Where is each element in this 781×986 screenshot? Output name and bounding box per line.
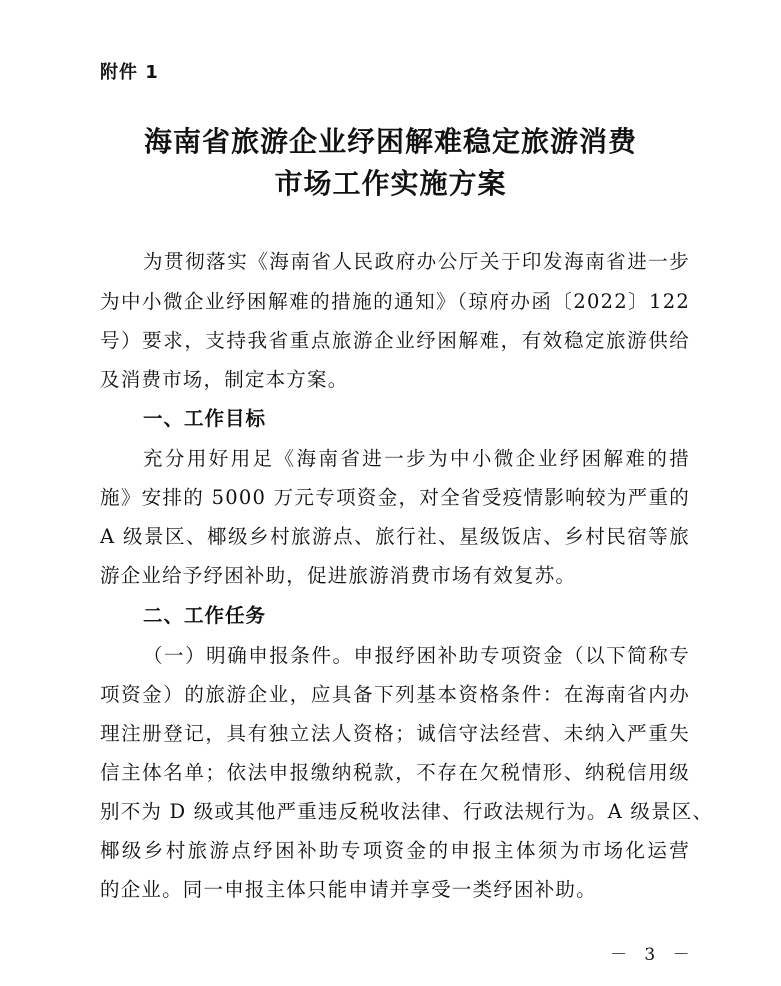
section1-line-3: A 级景区、椰级乡村旅游点、旅行社、星级饭店、乡村民宿等旅: [100, 525, 690, 548]
intro-line-4: 及消费市场，制定本方案。: [100, 368, 349, 391]
section-heading-tasks: 二、工作任务: [143, 604, 267, 627]
section2-line-7: 的企业。同一申报主体只能申请并享受一类纾困补助。: [100, 878, 597, 901]
section1-line-4: 游企业给予纾困补助，促进旅游消费市场有效复苏。: [100, 564, 577, 587]
section-heading-goals: 一、工作目标: [143, 407, 267, 430]
section2-line-5: 别不为 D 级或其他严重违反税收法律、行政法规行为。A 级景区、: [100, 800, 714, 823]
document-title-line-1: 海南省旅游企业纾困解难稳定旅游消费: [143, 125, 637, 158]
section2-line-2: 项资金）的旅游企业，应具备下列基本资格条件：在海南省内办: [100, 683, 690, 706]
intro-line-2: 为中小微企业纾困解难的措施的通知》（琼府办函〔2022〕122: [100, 290, 690, 313]
section2-line-6: 椰级乡村旅游点纾困补助专项资金的申报主体须为市场化运营: [100, 839, 690, 862]
section1-line-1: 充分用好用足《海南省进一步为中小微企业纾困解难的措: [143, 447, 690, 470]
intro-line-1: 为贯彻落实《海南省人民政府办公厅关于印发海南省进一步: [143, 250, 690, 273]
section2-line-3: 理注册登记，具有独立法人资格；诚信守法经营、未纳入严重失: [100, 722, 690, 745]
page-number: － 3 －: [610, 945, 696, 965]
section1-line-2: 施》安排的 5000 万元专项资金，对全省受疫情影响较为严重的: [100, 486, 690, 509]
document-title-line-2: 市场工作实施方案: [274, 167, 507, 200]
section2-line-1: （一）明确申报条件。申报纾困补助专项资金（以下简称专: [143, 644, 690, 667]
attachment-label: 附件 1: [100, 62, 159, 83]
intro-line-3: 号）要求，支持我省重点旅游企业纾困解难，有效稳定旅游供给: [100, 329, 690, 352]
section2-line-4: 信主体名单；依法申报缴纳税款，不存在欠税情形、纳税信用级: [100, 761, 690, 784]
